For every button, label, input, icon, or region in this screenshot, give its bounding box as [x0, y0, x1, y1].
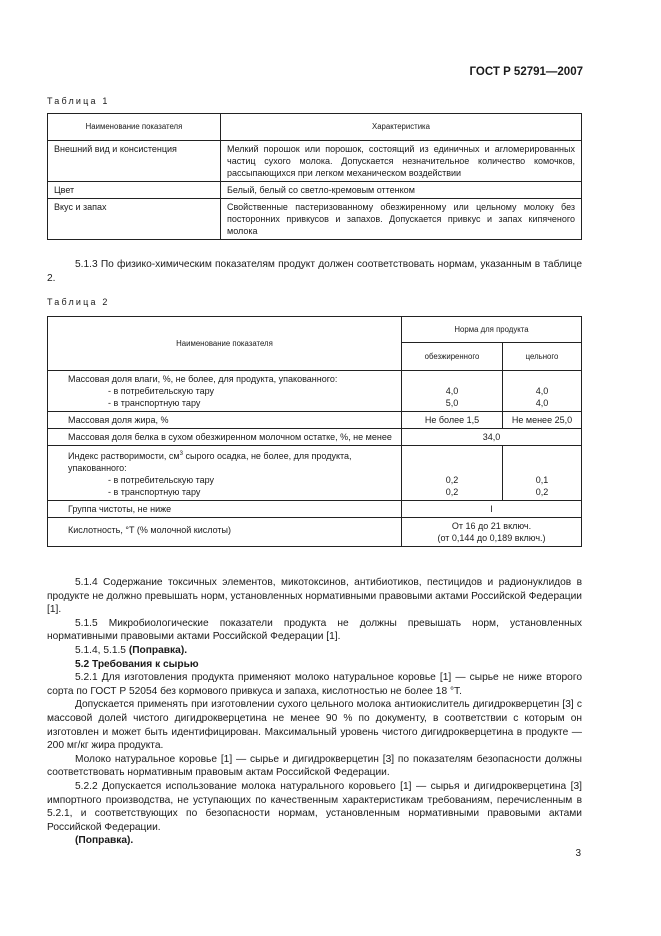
table1-cell-name: Внешний вид и консистенция — [48, 141, 221, 182]
table-row — [48, 199, 582, 240]
row-subitem: - в транспортную тару — [108, 398, 201, 408]
table-row — [48, 182, 582, 199]
section-heading-5-2: 5.2 Требования к сырью — [75, 658, 199, 670]
table1-cell-value: Мелкий порошок или порошок, состоящий из единичных и агломерированных частиц сухого молока. Допускается незначительное количество комочков, рассыпающихся при легком механическом воздействии — [221, 141, 582, 182]
table2-cell-value — [402, 371, 503, 412]
table2-caption: Таблица 2 — [47, 297, 110, 307]
table1-cell-name: Цвет — [48, 182, 221, 199]
table2-cell-value — [503, 446, 582, 501]
paragraph-5-1-4: 5.1.4 Содержание токсичных элементов, микотоксинов, антибиотиков, пестицидов и радионуклидов в продукте не должно превышать норм, установленных нормативными правовыми актами Российской Федерации [1]. — [47, 577, 582, 616]
paragraph-5-2-1-b: Допускается применять при изготовлении сухого цельного молока антиокислитель дигидрокверцетин [3] с массовой долей чистого дигидрокверцетина не менее 90 % по документу, в соответствии с которым он изготовлен и может быть идентифицирован. Максимальный уровень чистого дигидрокверцетина в продукте — 200 мг/кг жира продукта. — [47, 699, 582, 752]
value: От 16 до 21 включ. — [451, 521, 532, 531]
value: 0,2 — [445, 475, 459, 485]
value: 4,0 — [445, 386, 459, 396]
paragraph-text: 5.1.3 По физико-химическим показателям продукт должен соответствовать нормам, указанным в таблице 2. — [47, 259, 582, 284]
paragraph-5-2-1: 5.2.1 Для изготовления продукта применяют молоко натуральное коровье [1] — сырье не ниже второго сорта по ГОСТ Р 52054 без кормового привкуса и запаха, кислотностью не более 18 °Т. — [47, 672, 582, 697]
table-row — [48, 501, 582, 518]
row-subitem: - в потребительскую тару — [108, 475, 215, 485]
table1-header-characteristic: Характеристика — [221, 114, 582, 141]
paragraph-5-1-5: 5.1.5 Микробиологические показатели продукта не должны превышать норм, установленных нормативными правовыми актами Российской Федерации [1]. — [47, 617, 582, 643]
table2-cell-value: Не более 1,5 — [402, 412, 503, 429]
table-row — [48, 141, 582, 182]
value: 0,2 — [445, 487, 459, 497]
table2-cell-value: Не менее 25,0 — [503, 412, 582, 429]
row-subitem: - в потребительскую тару — [108, 386, 215, 396]
table1-cell-value: Белый, белый со светло-кремовым оттенком — [221, 182, 582, 199]
table2-header-name: Наименование показателя — [48, 317, 402, 371]
paragraph-5-2-1-c: Молоко натуральное коровье [1] — сырье и дигидрокверцетин [3] по показателям безопасности должны соответствовать нормативным правовым актам Российской Федерации. — [47, 753, 582, 779]
table1-header-name: Наименование показателя — [48, 114, 221, 141]
body-text — [47, 576, 582, 848]
table-row — [48, 371, 582, 412]
table2-header-norm: Норма для продукта — [402, 317, 582, 343]
paragraph-5-1-3 — [47, 258, 582, 285]
value: 0,1 — [535, 475, 549, 485]
table2-cell-value: I — [402, 501, 582, 518]
table2-cell-value — [402, 518, 582, 547]
table2-cell-name — [48, 371, 402, 412]
table2-cell-value: 34,0 — [402, 429, 582, 446]
table2 — [47, 316, 582, 547]
value: 5,0 — [445, 398, 459, 408]
row-title: Индекс растворимости, $см^3$ сырого осадка, не более, для продукта, упакованного: — [68, 451, 352, 473]
paragraph-amendment-2: (Поправка). — [75, 835, 134, 847]
table-row — [48, 518, 582, 547]
table1-caption: Таблица 1 — [47, 96, 110, 106]
table-row — [48, 412, 582, 429]
value: 4,0 — [535, 398, 549, 408]
row-subitem: - в транспортную тару — [108, 487, 201, 497]
page-number: 3 — [575, 848, 581, 859]
value: (от 0,144 до 0,189 включ.) — [437, 533, 546, 543]
table1-cell-name: Вкус и запах — [48, 199, 221, 240]
paragraph-5-2-2: 5.2.2 Допускается использование молока натурального коровьего [1] — сырья и дигидрокверцетина [3] импортного производства, не уступающих по качественным характеристикам требованиям, перечисленным в 5.2.1, и соответствующих по безопасности нормам, установленным нормативными правовыми актами Российской Федерации. — [47, 780, 582, 833]
table-row — [48, 446, 582, 501]
table2-header-whole: цельного — [503, 343, 582, 371]
table2-cell-name: Кислотность, °Т (% молочной кислоты) — [48, 518, 402, 547]
table2-cell-name: Массовая доля белка в сухом обезжиренном молочном остатке, %, не менее — [48, 429, 402, 446]
value: 4,0 — [535, 386, 549, 396]
table2-cell-name — [48, 446, 402, 501]
table2-cell-name: Массовая доля жира, % — [48, 412, 402, 429]
value: 0,2 — [535, 487, 549, 497]
table1 — [47, 113, 582, 240]
standard-header: ГОСТ Р 52791—2007 — [469, 66, 583, 78]
row-title: Массовая доля влаги, %, не более, для продукта, упакованного: — [68, 374, 338, 384]
table2-cell-value — [402, 446, 503, 501]
table2-header-skim: обезжиренного — [402, 343, 503, 371]
paragraph-amendment: 5.1.4, 5.1.5 (Поправка). — [75, 644, 188, 656]
table2-cell-name: Группа чистоты, не ниже — [48, 501, 402, 518]
table2-cell-value — [503, 371, 582, 412]
table1-cell-value: Свойственные пастеризованному обезжиренному или цельному молоку без посторонних привкусов и запахов. Допускается привкус и запах кипяченого молока — [221, 199, 582, 240]
table-row — [48, 429, 582, 446]
